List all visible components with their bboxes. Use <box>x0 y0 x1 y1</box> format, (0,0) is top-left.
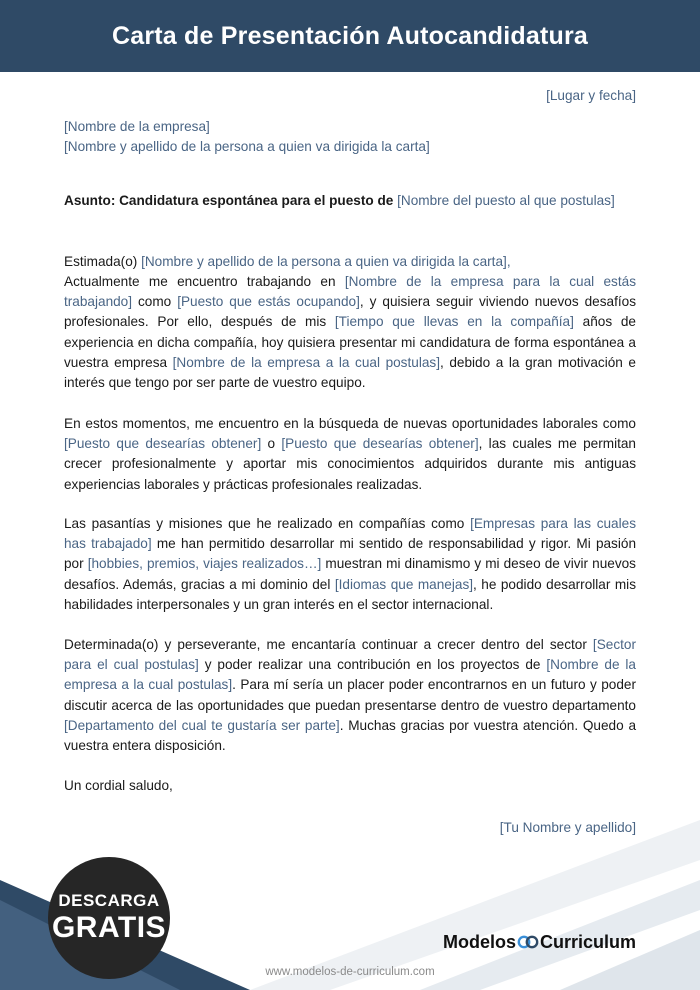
paragraph-run: , debido a la gran motivación e interés que tengo por ser parte de vuestro equipo. <box>64 354 636 391</box>
paragraph-1-text <box>64 272 636 393</box>
paragraph-run: me han permitido desarrollar mi sentido de responsabilidad y rigor. Mi pasión por <box>64 536 636 572</box>
company-name: [Nombre de la empresa] <box>64 119 210 134</box>
placeholder-field: [Departamento del cual te gustaría ser parte] <box>64 717 340 733</box>
paragraph-run: y poder realizar una contribución en los proyectos de <box>198 657 547 673</box>
download-badge[interactable] <box>48 857 170 979</box>
paragraph-run: , he podido desarrollar mis habilidades interpersonales y un gran interés en el sector internacional. <box>64 576 637 612</box>
page-title: Carta de Presentación Autocandidatura <box>111 21 589 50</box>
badge-line1: DESCARGA <box>58 891 160 910</box>
subject-label: Asunto: Candidatura espontánea para el puesto de <box>64 193 394 208</box>
paragraph-run: , y quisiera seguir viviendo nuevos desafíos profesionales. Por ello, después de mis <box>64 294 636 330</box>
place-date <box>64 86 636 106</box>
logo-part2: Curriculum <box>539 931 636 952</box>
greeting-text: Estimada(o) <box>64 254 138 269</box>
logo-rings-icon <box>517 934 539 950</box>
footer-url[interactable]: www.modelos-de-curriculum.com <box>265 966 435 978</box>
paragraph-run: o <box>261 436 282 452</box>
paragraph-run: Determinada(o) y perseverante, me encantaría continuar a crecer dentro del sector <box>64 637 593 652</box>
paragraph-3 <box>64 514 636 615</box>
recipient-block <box>64 117 636 157</box>
paragraph-run: muestran mi dinamismo y mi deseo de vivir nuevos desafíos. Además, gracias a mi dominio del <box>64 556 636 592</box>
greeting-end: , <box>506 254 511 269</box>
paragraph-run: Las pasantías y misiones que he realizado en compañías como <box>64 516 471 531</box>
signature-text: [Tu Nombre y apellido] <box>499 820 636 835</box>
placeholder-field: [Puesto que desearías obtener] <box>64 436 262 452</box>
paragraph-1 <box>64 272 636 393</box>
placeholder-field: [Sector para el cual postulas] <box>64 637 636 673</box>
paragraph-2-text <box>64 414 636 495</box>
paragraph-4-text <box>64 635 636 756</box>
paragraph-3-text <box>64 514 636 615</box>
page-header <box>0 0 700 72</box>
paragraph-run: , las cuales me permitan crecer profesionalmente y aportar mis conocimientos adquiridos durante mis antiguas experiencias laborales y prácticas profesionales realizadas. <box>64 436 636 492</box>
placeholder-field: [Puesto que desearías obtener] <box>281 436 479 452</box>
subject-placeholder: [Nombre del puesto al que postulas] <box>397 193 615 208</box>
badge-line2: GRATIS <box>51 911 167 944</box>
paragraph-run: como <box>132 294 178 310</box>
paragraph-4 <box>64 635 636 756</box>
paragraph-run: años de experiencia en dicha compañía, hoy quisiera presentar mi candidatura de forma espontánea a vuestra empresa <box>64 314 636 370</box>
placeholder-field: [Nombre de la empresa a la cual postulas] <box>64 657 636 693</box>
paragraph-run: . Para mí sería un placer poder encontrarnos en un futuro y poder discutir acerca de las oportunidades que puedan presentarse dentro de vuestro departamento <box>64 677 636 713</box>
placeholder-field: [Idiomas que manejas] <box>334 576 474 592</box>
placeholder-field: [Puesto que estás ocupando] <box>177 294 360 310</box>
paragraph-2 <box>64 414 636 495</box>
greeting-placeholder: [Nombre y apellido de la persona a quien va dirigida la carta] <box>141 254 507 269</box>
paragraph-run: . Muchas gracias por vuestra atención. Quedo a vuestra entera disposición. <box>64 717 636 754</box>
brand-logo <box>443 929 636 955</box>
closing <box>64 776 636 796</box>
greeting <box>64 252 636 272</box>
recipient-name: [Nombre y apellido de la persona a quien va dirigida la carta] <box>64 139 430 155</box>
placeholder-field: [Nombre de la empresa a la cual postulas] <box>172 354 440 370</box>
paragraph-run: En estos momentos, me encuentro en la búsqueda de nuevas oportunidades laborales como <box>64 416 636 431</box>
placeholder-field: [hobbies, premios, viajes realizados…] <box>87 556 322 572</box>
placeholder-field: [Empresas para las cuales has trabajado] <box>64 516 636 552</box>
closing-text: Un cordial saludo, <box>64 778 173 793</box>
placeholder-field: [Tiempo que llevas en la compañía] <box>334 314 574 330</box>
subject-line <box>64 191 636 211</box>
place-date-text: [Lugar y fecha] <box>546 88 636 103</box>
paragraph-run: Actualmente me encuentro trabajando en <box>64 274 345 289</box>
placeholder-field: [Nombre de la empresa para la cual estás trabajando] <box>64 274 636 310</box>
logo-part1: Modelos <box>442 931 516 952</box>
